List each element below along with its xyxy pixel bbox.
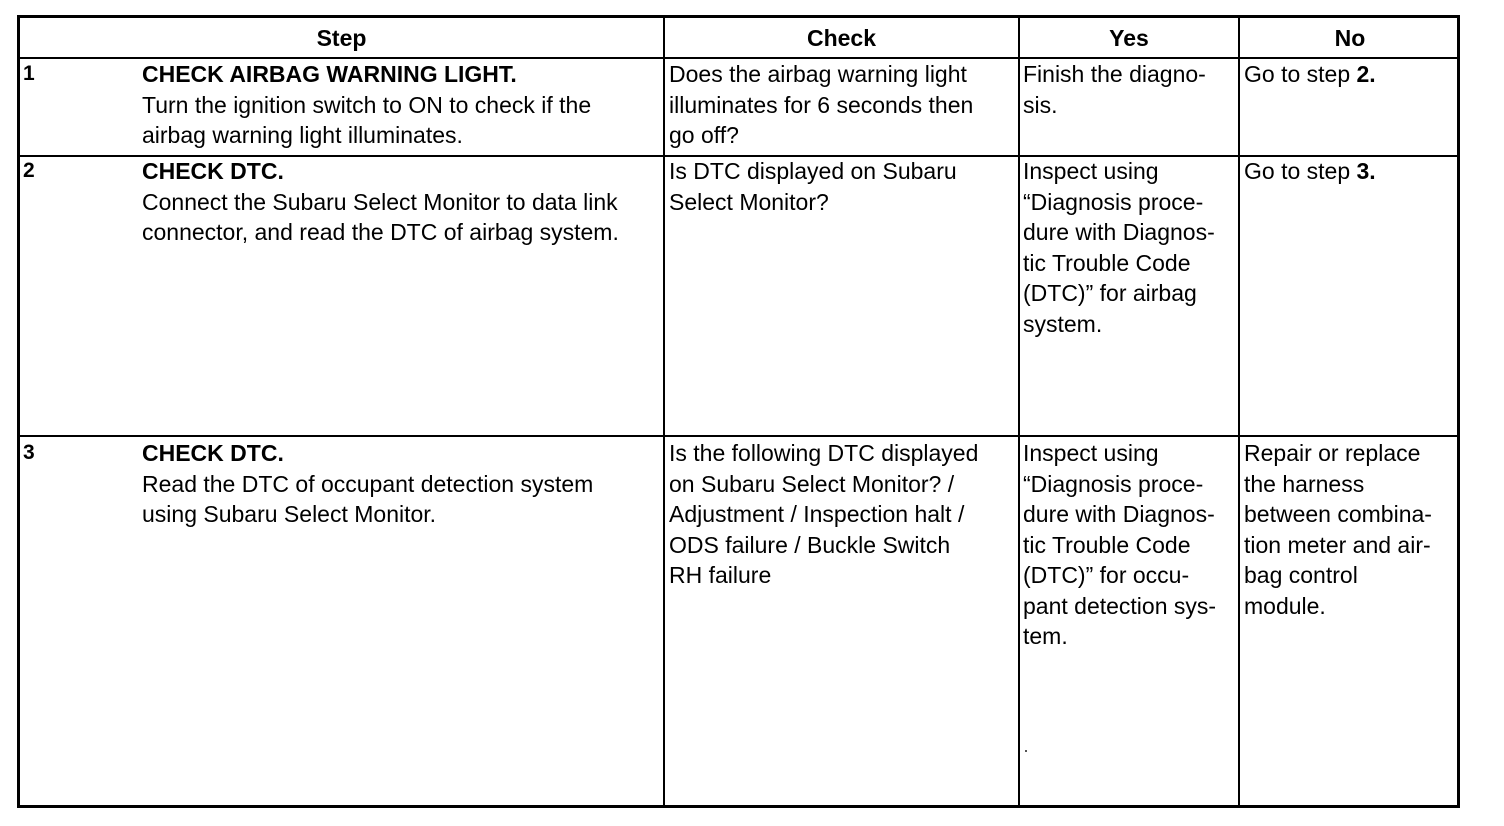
no-line: Go to step 3. [1244, 158, 1376, 184]
column-divider [1238, 18, 1240, 805]
step-line: airbag warning light illuminates. [142, 122, 463, 148]
yes-line: tic Trouble Code [1023, 531, 1191, 558]
yes-cell [1023, 156, 1215, 339]
step-cell [142, 59, 591, 151]
column-divider [663, 18, 665, 805]
step-cell [142, 438, 593, 530]
check-line: on Subaru Select Monitor? / [669, 470, 955, 497]
check-cell [669, 438, 978, 591]
step-number: 2 [23, 159, 35, 182]
column-divider [1018, 18, 1020, 805]
no-line: tion meter and air- [1244, 531, 1431, 558]
yes-line: “Diagnosis proce- [1023, 188, 1204, 215]
no-line: bag control [1244, 562, 1358, 588]
yes-line: Inspect using [1023, 158, 1159, 184]
no-cell [1244, 438, 1432, 621]
step-title: CHECK AIRBAG WARNING LIGHT. [142, 61, 517, 87]
row-divider [20, 435, 1457, 437]
check-cell [669, 156, 957, 217]
step-line: using Subaru Select Monitor. [142, 501, 437, 527]
check-line: RH failure [669, 562, 772, 588]
yes-cell [1023, 59, 1206, 120]
check-line: Select Monitor? [669, 188, 829, 215]
header-step: Step [316, 24, 367, 51]
yes-line: dure with Diagnos- [1023, 501, 1215, 527]
no-line: module. [1244, 592, 1326, 619]
check-line: Is the following DTC displayed [669, 440, 979, 466]
header-check: Check [806, 24, 877, 51]
yes-line: (DTC)” for airbag [1023, 280, 1197, 306]
step-title: CHECK DTC. [142, 158, 284, 184]
no-line: Repair or replace [1244, 440, 1421, 466]
yes-line: tic Trouble Code [1023, 249, 1191, 276]
yes-line: tem. [1023, 623, 1068, 649]
step-number: 3 [23, 441, 35, 464]
check-cell [669, 59, 973, 151]
no-cell [1244, 156, 1376, 187]
yes-cell [1023, 438, 1216, 652]
no-line: between combina- [1244, 501, 1432, 527]
yes-line: dure with Diagnos- [1023, 219, 1215, 245]
header-yes: Yes [1109, 24, 1149, 51]
yes-line: Finish the diagno- [1023, 61, 1206, 87]
yes-line: system. [1023, 310, 1103, 337]
yes-line: “Diagnosis proce- [1023, 470, 1204, 497]
step-cell [142, 156, 619, 248]
check-line: go off? [669, 122, 739, 148]
check-line: ODS failure / Buckle Switch [669, 531, 951, 558]
yes-line: pant detection sys- [1023, 592, 1217, 619]
yes-line: sis. [1023, 91, 1058, 118]
step-number: 1 [23, 62, 35, 85]
step-line: connector, and read the DTC of airbag system. [142, 219, 619, 245]
check-line: Adjustment / Inspection halt / [669, 501, 965, 527]
diagnosis-table [17, 15, 1460, 808]
step-line: Connect the Subaru Select Monitor to data link [142, 188, 618, 215]
step-title: CHECK DTC. [142, 440, 284, 466]
scan-speck [1025, 750, 1027, 752]
check-line: illuminates for 6 seconds then [669, 91, 974, 118]
yes-line: (DTC)” for occu- [1023, 562, 1190, 588]
check-line: Does the airbag warning light [669, 61, 967, 87]
no-line: the harness [1244, 470, 1365, 497]
step-line: Turn the ignition switch to ON to check if the [142, 91, 592, 118]
no-cell [1244, 59, 1376, 90]
no-line: Go to step 2. [1244, 61, 1376, 87]
yes-line: Inspect using [1023, 440, 1159, 466]
header-no: No [1334, 24, 1366, 51]
check-line: Is DTC displayed on Subaru [669, 158, 957, 184]
step-line: Read the DTC of occupant detection system [142, 470, 594, 497]
